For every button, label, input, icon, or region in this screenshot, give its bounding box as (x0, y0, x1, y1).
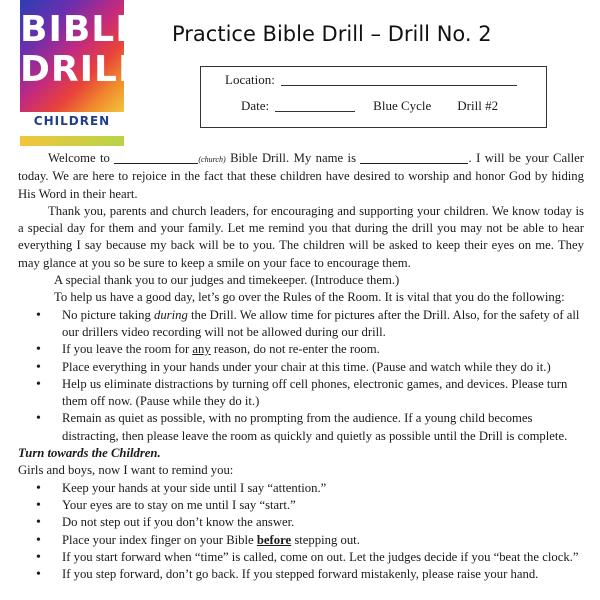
logo-line-children: CHILDREN (33, 114, 111, 128)
welcome-paragraph (18, 150, 584, 203)
cycle-text: Blue Cycle (373, 98, 432, 113)
caller-name-blank[interactable] (360, 151, 468, 164)
section-intro: Girls and boys, now I want to remind you: (18, 463, 234, 478)
rule-text: reason, do not re-enter the room. (210, 342, 380, 357)
children-rule-item (58, 532, 584, 549)
rule-item (58, 341, 584, 358)
rule-underline: any (192, 342, 211, 357)
welcome-text-b: Bible Drill. My name is (230, 151, 357, 165)
rule-text: If you leave the room for (62, 342, 193, 357)
welcome-text-a: Welcome to (48, 151, 110, 165)
children-rule-item: • Keep your hands at your side until I say “attention.” (58, 480, 584, 497)
location-blank[interactable] (281, 73, 517, 86)
info-box (200, 66, 547, 128)
rule-text: the Drill. We allow time for pictures after the Drill. Also, for the safety of all our drillers video recording will not be allowed during our drill. (62, 307, 580, 339)
rule-emphasis: during (153, 307, 188, 322)
rules-intro: To help us have a good day, let’s go over the Rules of the Room. It is vital that you do the following: (54, 290, 565, 305)
logo-line-drill: DRILL (20, 49, 142, 90)
children-rule-item: • If you start forward when “time” is called, come on out. Let the judges decide if you “beat the clock.” (58, 549, 584, 566)
rules-list (18, 307, 584, 445)
page-title: Practice Bible Drill – Drill No. 2 (172, 22, 492, 46)
church-blank[interactable] (114, 151, 198, 164)
rule-bold-underline: before (256, 532, 292, 547)
children-rule-item: • If you step forward, don’t go back. If you stepped forward mistakenly, please raise your hand. (58, 566, 584, 583)
children-rules-list (18, 480, 584, 584)
bible-drill-logo (20, 0, 142, 146)
rule-text: Place your index finger on your Bible (62, 532, 257, 547)
rule-item (58, 307, 584, 342)
rule-item: • Remain as quiet as possible, with no prompting from the audience. If a young child becomes distracting, then please leave the room as quickly and quietly as possible until the Drill is complete. (58, 410, 584, 445)
document-body (18, 150, 584, 583)
drill-number: Drill #2 (457, 98, 499, 113)
children-rule-item: • Do not step out if you don’t know the answer. (58, 514, 584, 531)
children-rule-item: • Your eyes are to stay on me until I say “start.” (58, 497, 584, 514)
rule-item: • Help us eliminate distractions by turning off cell phones, electronic games, and devices. Please turn them off now. (Pause while they do it.) (58, 376, 584, 411)
location-label: Location: (225, 72, 275, 87)
logo-strip (20, 136, 124, 146)
logo-line-bible: BIBLE (20, 9, 141, 50)
section-heading: Turn towards the Children. (18, 446, 161, 461)
welcome-text-c: . I will be your Caller today. We are here to rejoice in the fact that these children have desired to worship and honor God by hiding His Word in their heart. (18, 151, 585, 201)
date-row (241, 98, 498, 114)
rule-item: • Place everything in your hands under your chair at this time. (Pause and watch while they do it.) (58, 359, 584, 376)
judges-paragraph: A special thank you to our judges and timekeeper. (Introduce them.) (54, 273, 400, 288)
rule-text: stepping out. (291, 532, 360, 547)
date-label: Date: (241, 98, 270, 113)
church-hint: (church) (198, 155, 226, 164)
location-row (225, 72, 517, 88)
rule-text: No picture taking (62, 307, 154, 322)
date-blank[interactable] (275, 99, 355, 112)
thanks-paragraph: Thank you, parents and church leaders, for encouraging and supporting your children. We know today is a special day for them and your family. Let me remind you that during the drill you may not be able to hear everything I say because my back will be to you. The children will be asked to keep their eyes on me. They may glance at you so be sure to keep a smile on your face to encourage them. (18, 203, 584, 270)
